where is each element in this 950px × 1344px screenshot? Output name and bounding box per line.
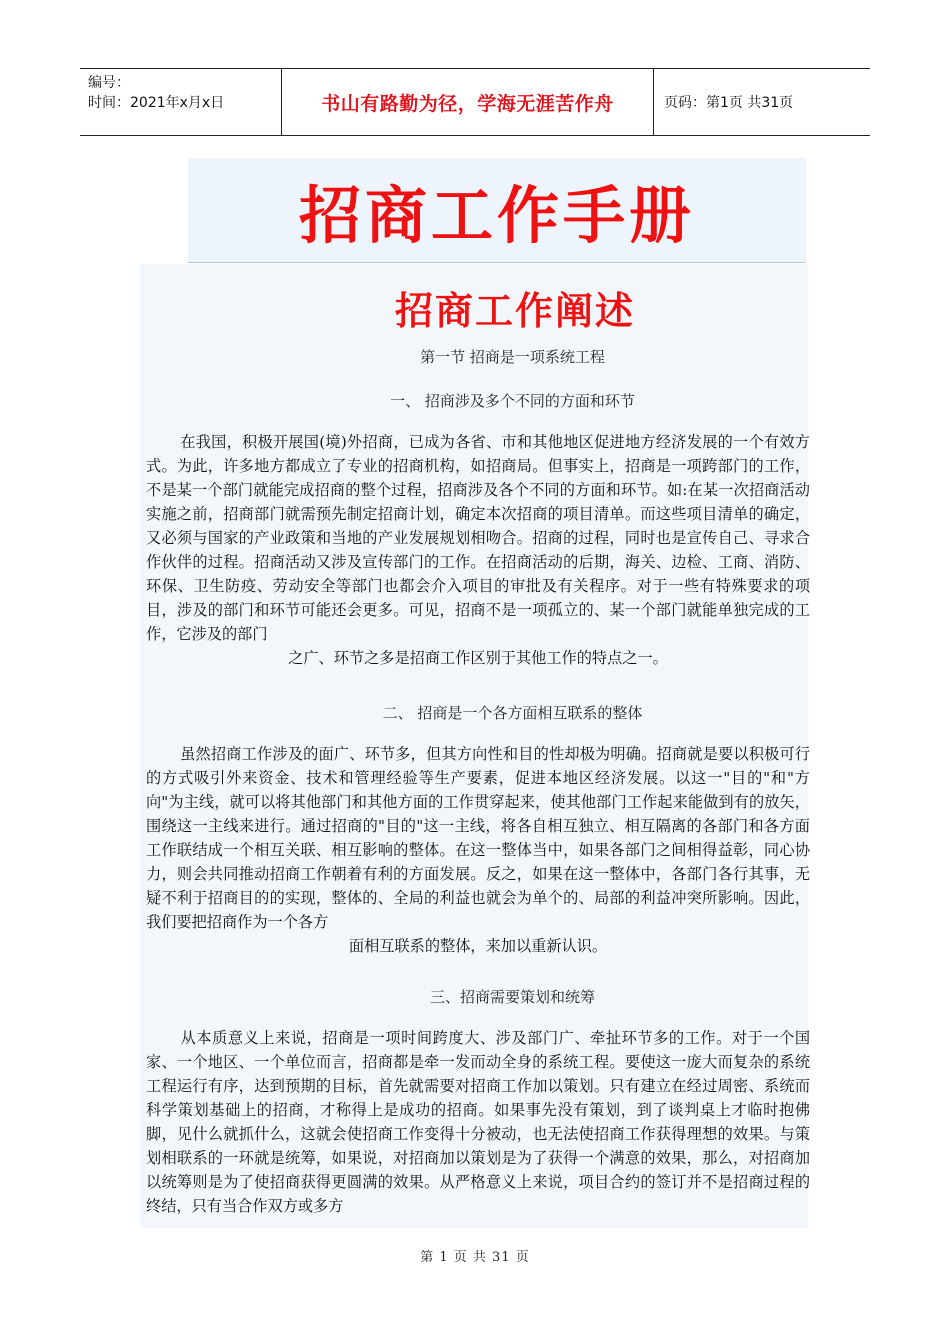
header-meta-cell <box>80 69 282 135</box>
header-page-info: 页码：第1页 共31页 <box>664 95 794 111</box>
page-footer: 第 1 页 共 31 页 <box>420 1250 530 1265</box>
document-subtitle: 招商工作阐述 <box>394 288 635 333</box>
header-table <box>80 68 870 136</box>
section-heading-1: 第一节 招商是一项系统工程 <box>420 348 605 366</box>
document-title: 招商工作手册 <box>298 178 695 252</box>
paragraph-3-text: 从本质意义上来说，招商是一项时间跨度大、涉及部门广、牵扯环节多的工作。对于一个国家、一个地区、一个单位而言，招商都是牵一发而动全身的系统工程。要使这一庞大而复杂的系统工程运行有序，达到预期的目标，首先就需要对招商工作加以策划。只有建立在经过周密、系统而科学策划基础上的招商，才称得上是成功的招商。如果事先没有策划，到了谈判桌上才临时抱佛脚，见什么就抓什么，这就会使招商工作变得十分被动，也无法使招商工作获得理想的效果。与策划相联系的一环就是统筹，如果说，对招商加以策划是为了获得一个满意的效果，那么，对招商加以统筹则是为了使招商获得更圆满的效果。从严格意义上来说，项目合约的签订并不是招商过程的终结，只有当合作双方或多方 <box>146 1029 810 1215</box>
number-label: 编号： <box>88 75 130 91</box>
paragraph-1 <box>146 430 810 670</box>
point-heading-3: 三、招商需要策划和统筹 <box>429 988 595 1006</box>
paragraph-2-text: 虽然招商工作涉及的面广、环节多，但其方向性和目的性却极为明确。招商就是要以积极可行的方式吸引外来资金、技术和管理经验等生产要素，促进本地区经济发展。以这一"目的"和"方向"为主线，就可以将其他部门和其他方面的工作贯穿起来，使其他部门工作起来能做到有的放矢，围绕这一主线来进行。通过招商的"目的"这一主线，将各自相互独立、相互隔离的各部门和各方面工作联结成一个相互关联、相互影响的整体。在这一整体当中，如果各部门之间相得益彰，同心协力，则会共同推动招商工作朝着有利的方面发展。反之，如果在这一整体中，各部门各行其事，无疑不利于招商目的的实现，整体的、全局的利益也就会为单个的、局部的利益冲突所影响。因此，我们要把招商作为一个各方 <box>146 745 810 931</box>
header-motto: 书山有路勤为径，学海无涯苦作舟 <box>282 69 654 135</box>
time-label: 时间：2021年x月x日 <box>88 95 225 111</box>
title-band <box>188 158 806 263</box>
paragraph-1-text: 在我国，积极开展国(境)外招商，已成为各省、市和其他地区促进地方经济发展的一个有效方式。为此，许多地方都成立了专业的招商机构，如招商局。但事实上，招商是一项跨部门的工作，不是某一个部门就能完成招商的整个过程，招商涉及各个不同的方面和环节。如:在某一次招商活动实施之前，招商部门就需预先制定招商计划，确定本次招商的项目清单。而这些项目清单的确定，又必须与国家的产业政策和当地的产业发展规划相吻合。招商的过程，同时也是宣传自己、寻求合作伙伴的过程。招商活动又涉及宣传部门的工作。在招商活动的后期，海关、边检、工商、消防、环保、卫生防疫、劳动安全等部门也都会介入项目的审批及有关程序。对于一些有特殊要求的项目，涉及的部门和环节可能还会更多。可见，招商不是一项孤立的、某一个部门就能单独完成的工作，它涉及的部门 <box>146 433 810 643</box>
paragraph-2 <box>146 742 810 958</box>
paragraph-3 <box>146 1026 810 1218</box>
paragraph-2-last-line: 面相互联系的整体，来加以重新认识。 <box>348 937 608 955</box>
point-heading-1: 一、 招商涉及多个不同的方面和环节 <box>390 392 635 410</box>
point-heading-2: 二、 招商是一个各方面相互联系的整体 <box>382 704 643 722</box>
paragraph-1-last-line: 之广、环节之多是招商工作区别于其他工作的特点之一。 <box>288 649 668 667</box>
